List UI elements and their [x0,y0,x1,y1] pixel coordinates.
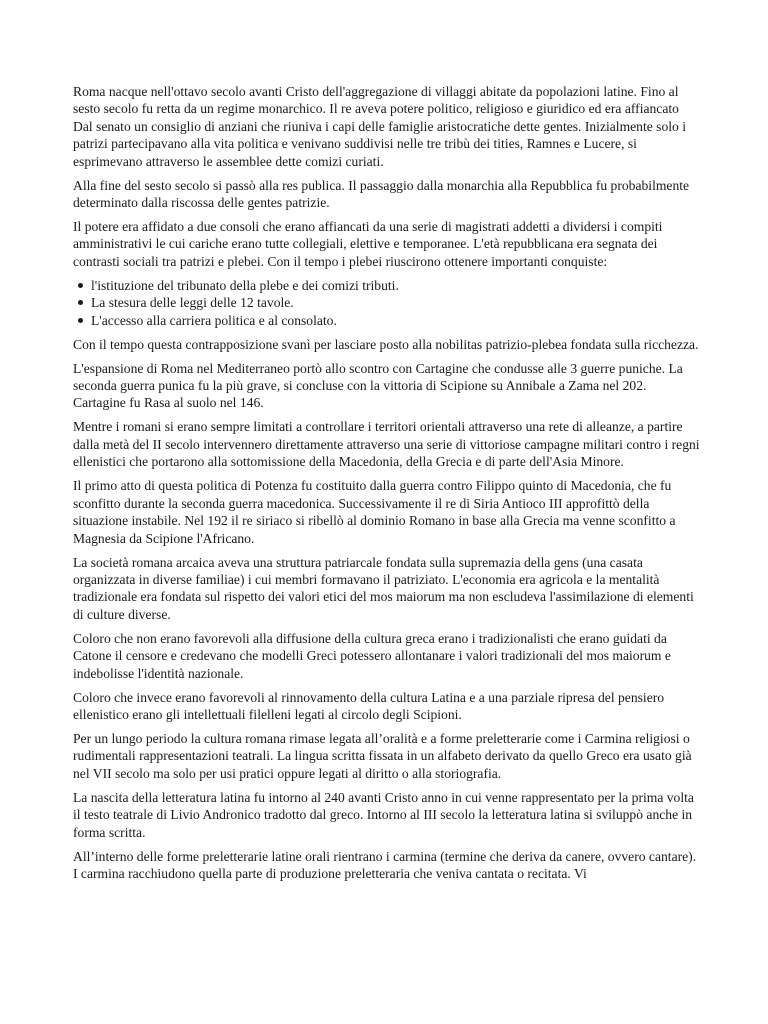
paragraph: Con il tempo questa contrapposizione svanì per lasciare posto alla nobilitas patrizio-plebea fondata sulla ricchezza. [73,336,699,352]
paragraph: La nascita della letteratura latina fu intorno al 240 avanti Cristo anno in cui venne rappresentato per la prima volta il testo teatrale di Livio Andronico tradotto dal greco. Intorno al III secolo la letteratura latina si sviluppò anche in forma scritta. [73,789,694,840]
paragraph: Il primo atto di questa politica di Potenza fu costituito dalla guerra contro Filippo quinto di Macedonia, che fu sconfitto durante la seconda guerra macedonica. Successivamente il re di Siria Antioco III approfittò della situazione instabile. Nel 192 il re siriaco si ribellò al dominio Romano in base alla Grecia ma venne sconfitto a Magnesia da Scipione l'Africano. [73,478,676,546]
list-item-text: La stesura delle leggi delle 12 tavole. [91,295,294,311]
list-item [91,277,701,294]
paragraph: Il potere era affidato a due consoli che erano affiancati da una serie di magistrati addetti a dividersi i compiti amministrativi le cui cariche erano tutte collegiali, elettive e temporanee. L'età repubblicana era segnata dei contrasti sociali tra patrizi e plebei. Con il tempo i plebei riuscirono ottenere importanti conquiste: [73,219,663,269]
list-item-text: l'istituzione del tribunato della plebe e dei comizi tributi. [91,277,399,293]
paragraph: La società romana arcaica aveva una struttura patriarcale fondata sulla supremazia della gens (una casata organizzata in diverse familiae) i cui membri formavano il patriziato. L'economia era agricola e la mentalità tradizionale era fondata sul rispetto dei valori etici del mos maiorum ma non escludeva l'assimilazione di elementi di culture diverse. [73,554,694,622]
paragraph: Coloro che invece erano favorevoli al rinnovamento della cultura Latina e a una parziale ripresa del pensiero ellenistico erano gli intellettuali filelleni legati al circolo degli Scipioni. [73,689,665,722]
paragraph: Per un lungo periodo la cultura romana rimase legata all’oralità e a forme preletterarie come i Carmina religiosi o rudimentali rappresentazioni teatrali. La lingua scritta fissata in un alfabeto derivato da quello Greco era usato già nel VII secolo ma solo per usi pratici oppure legati al diritto o alla storiografia. [73,730,692,781]
paragraph: All’interno delle forme preletterarie latine orali rientrano i carmina (termine che deriva da canere, ovvero cantare). I carmina racchiudono quella parte di produzione preletteraria che veniva cantata o recitata. Vi [73,848,697,881]
bullet-icon [78,318,83,323]
paragraph: Alla fine del sesto secolo si passò alla res publica. Il passaggio dalla monarchia alla Repubblica fu probabilmente determinato dalla riscossa delle gentes patrizie. [73,177,690,211]
paragraph: L'espansione di Roma nel Mediterraneo portò allo scontro con Cartagine che condusse alle 3 guerre puniche. La seconda guerra punica fu la più grave, si concluse con la vittoria di Scipione su Annibale a Zama nel 202. Cartagine fu Rasa al suolo nel 146. [73,360,683,411]
paragraph: Coloro che non erano favorevoli alla diffusione della cultura greca erano i tradizionalisti che erano guidati da Catone il censore e credevano che modelli Greci potessero allontanare i valori tradizionali del mos maiorum e indebolisse l'identità nazionale. [73,630,671,681]
bullet-icon [78,283,83,288]
list-item [91,312,701,329]
document-body [73,83,701,889]
paragraph: Roma nacque nell'ottavo secolo avanti Cristo dell'aggregazione di villaggi abitate da popolazioni latine. Fino al sesto secolo fu retta da un regime monarchico. Il re aveva potere politico, religioso e giuridico ed era affiancato Dal senato un consiglio di anziani che riuniva i capi delle famiglie aristocratiche dette gentes. Inizialmente solo i patrizi partecipavano alla vita politica e venivano suddivisi nelle tre tribù dei tities, Ramnes e Lucere, si esprimevano attraverso le assemblee dette comizi curiati. [73,84,687,169]
list-item [91,294,701,311]
paragraph: Mentre i romani si erano sempre limitati a controllare i territori orientali attraverso una rete di alleanze, a partire dalla metà del II secolo intervennero direttamente attraverso una serie di vittoriose campagne militari contro i regni ellenistici che portarono alla sottomissione della Macedonia, della Grecia e di parte dell'Asia Minore. [73,419,700,470]
bullet-icon [78,300,83,305]
list-item-text: L'accesso alla carriera politica e al consolato. [91,312,337,328]
bullet-list [73,277,701,329]
